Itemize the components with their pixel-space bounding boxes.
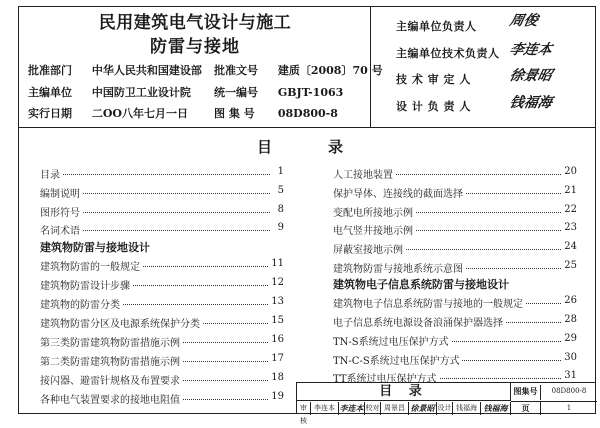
- toc-entry[interactable]: [333, 241, 577, 255]
- toc-entry-page: 15: [271, 315, 284, 326]
- meta-label: 主编单位: [28, 86, 72, 99]
- toc-entry-title: TN-S系统过电压保护方式: [333, 333, 451, 348]
- toc-entry[interactable]: [333, 166, 577, 180]
- toc-entry-title: 建筑物的防雷分类: [40, 296, 122, 311]
- toc-entry[interactable]: [40, 391, 284, 405]
- toc-entry-title: 建筑物防雷设计步骤: [40, 277, 132, 292]
- responsible-label: 技 术 审 定 人: [396, 73, 471, 86]
- toc-heading-right: 录: [328, 138, 346, 156]
- meta-value: 中国防卫工业设计院: [91, 86, 191, 99]
- toc-entry-title: 电气竖井接地示例: [333, 222, 415, 237]
- toc-heading-left: 目: [257, 138, 275, 156]
- toc-entry-page: 1: [277, 166, 284, 177]
- toc-entry-page: 18: [271, 372, 284, 383]
- review-name: 李连本: [311, 402, 339, 415]
- toc-section-heading: 建筑物电子信息系统防雷与接地设计: [333, 278, 509, 291]
- toc-entry-page: 24: [564, 241, 577, 252]
- meta-label: 批准部门: [28, 64, 72, 77]
- toc-entry-title: 保护导体、连接线的截面选择: [333, 185, 465, 200]
- toc-entry-page: 22: [564, 204, 577, 215]
- design-name: 钱福海: [453, 402, 481, 415]
- toc-entry-title: TN-C-S系统过电压保护方式: [333, 352, 462, 367]
- toc-entry[interactable]: [333, 333, 577, 347]
- meta-value: GBJT-1063: [277, 86, 344, 99]
- toc-entry-title: 各种电气装置要求的接地电阻值: [40, 391, 182, 406]
- handwritten-signature: 徐景昭: [508, 68, 554, 84]
- toc-entry[interactable]: [40, 372, 284, 386]
- toc-entry[interactable]: [333, 222, 577, 236]
- toc-entry-page: 11: [271, 258, 284, 269]
- toc-section-heading: 建筑物防雷与接地设计: [40, 241, 150, 254]
- title-block: [296, 382, 596, 425]
- toc-entry[interactable]: [40, 204, 284, 218]
- toc-entry[interactable]: [333, 295, 577, 309]
- meta-value: 建质〔2008〕70 号: [277, 64, 383, 77]
- toc-entry-title: 图形符号: [40, 204, 82, 219]
- toc-entry-title: 名词术语: [40, 222, 82, 237]
- toc-entry-title: 建筑物防雷与接地系统示意图: [333, 260, 465, 275]
- responsible-label: 主编单位负责人: [396, 20, 477, 33]
- meta-value: 08D800-8: [277, 107, 338, 120]
- toc-entry[interactable]: [40, 222, 284, 236]
- header-divider-horizontal: [18, 127, 596, 128]
- meta-value: 二OO八年七月一日: [91, 107, 189, 120]
- toc-entry-title: 建筑物防雷分区及电源系统保护分类: [40, 315, 202, 330]
- toc-entry-page: 16: [271, 334, 284, 345]
- meta-atlas-number: [214, 105, 338, 121]
- handwritten-signature: 李连本: [508, 42, 554, 58]
- meta-label: 图 集 号: [214, 107, 255, 120]
- toc-entry[interactable]: [40, 353, 284, 367]
- handwritten-signature: 周俊: [508, 13, 540, 29]
- check-name: 周景昌: [381, 402, 409, 415]
- toc-entry-title: 第二类防雷建筑物防雷措施示例: [40, 353, 182, 368]
- toc-entry-page: 26: [564, 295, 577, 306]
- meta-label: 实行日期: [28, 107, 72, 120]
- toc-entry[interactable]: [333, 185, 577, 199]
- toc-entry[interactable]: [40, 258, 284, 272]
- meta-label: 统一编号: [214, 86, 258, 99]
- toc-entry-page: 30: [564, 352, 577, 363]
- title-block-title: 目 录: [297, 383, 511, 401]
- toc-entry-title: 编制说明: [40, 185, 82, 200]
- meta-approval-number: [214, 62, 383, 78]
- atlas-number-label: 图集号: [511, 385, 541, 400]
- toc-entry-page: 31: [564, 370, 577, 381]
- toc-entry-title: 屏蔽室接地示例: [333, 241, 405, 256]
- toc-entry-title: 第三类防雷建筑物防雷措施示例: [40, 334, 182, 349]
- toc-entry-page: 12: [271, 277, 284, 288]
- toc-entry-title: 建筑物电子信息系统防雷与接地的一般规定: [333, 295, 525, 310]
- design-signature: 钱福海: [481, 402, 511, 415]
- toc-entry[interactable]: [40, 277, 284, 291]
- toc-entry-page: 8: [277, 204, 284, 215]
- toc-entry[interactable]: [40, 185, 284, 199]
- toc-entry-title: 人工接地装置: [333, 166, 395, 181]
- review-label: 审核: [297, 402, 311, 415]
- page-label: 页: [511, 402, 541, 415]
- meta-editor-unit: [28, 84, 191, 100]
- toc-entry-page: 9: [277, 222, 284, 233]
- meta-label: 批准文号: [214, 64, 258, 77]
- atlas-subtitle: 防雷与接地: [150, 37, 240, 57]
- toc-entry-page: 28: [564, 314, 577, 325]
- review-signature: 李连本: [339, 403, 364, 413]
- toc-entry-title: 电子信息系统电源设备浪涌保护器选择: [333, 314, 505, 329]
- atlas-number-value: 08D800-8: [551, 387, 587, 395]
- check-label: 校对: [365, 402, 381, 415]
- toc-entry-page: 5: [277, 185, 284, 196]
- toc-entry[interactable]: [40, 296, 284, 310]
- handwritten-signature: 钱福海: [508, 95, 554, 111]
- responsible-label: 设 计 负 责 人: [396, 100, 471, 113]
- toc-entry-page: 25: [564, 260, 577, 271]
- toc-entry-page: 17: [271, 353, 284, 364]
- toc-entry-page: 21: [564, 185, 577, 196]
- design-label: 设计: [437, 402, 453, 415]
- meta-approval-dept: [28, 62, 202, 78]
- meta-effective-date: [28, 105, 188, 121]
- toc-entry[interactable]: [40, 334, 284, 348]
- toc-entry-page: 23: [564, 222, 577, 233]
- toc-entry-page: 20: [564, 166, 577, 177]
- toc-entry-page: 29: [564, 333, 577, 344]
- toc-entry-title: 接闪器、避雷针规格及布置要求: [40, 372, 182, 387]
- toc-entry-title: 变配电所接地示例: [333, 204, 415, 219]
- toc-entry[interactable]: [333, 260, 577, 274]
- atlas-title: 民用建筑电气设计与施工: [98, 13, 292, 33]
- responsible-label: 主编单位技术负责人: [396, 47, 500, 60]
- page-number: 1: [566, 404, 572, 412]
- toc-entry[interactable]: [40, 166, 284, 180]
- toc-entry[interactable]: [40, 315, 284, 329]
- toc-entry[interactable]: [333, 352, 577, 366]
- meta-value: 中华人民共和国建设部: [91, 64, 202, 77]
- leader-dots: [40, 174, 270, 175]
- toc-entry-title: 建筑物防雷的一般规定: [40, 258, 142, 273]
- toc-entry-page: 19: [271, 391, 284, 402]
- meta-unified-number: [214, 84, 343, 100]
- check-signature: 徐景昭: [409, 402, 437, 415]
- toc-entry-page: 13: [271, 296, 284, 307]
- toc-entry[interactable]: [333, 314, 577, 328]
- toc-entry-title: 目录: [40, 166, 62, 181]
- toc-entry[interactable]: [333, 204, 577, 218]
- toc-entry-title: TT系统过电压保护方式: [333, 370, 439, 385]
